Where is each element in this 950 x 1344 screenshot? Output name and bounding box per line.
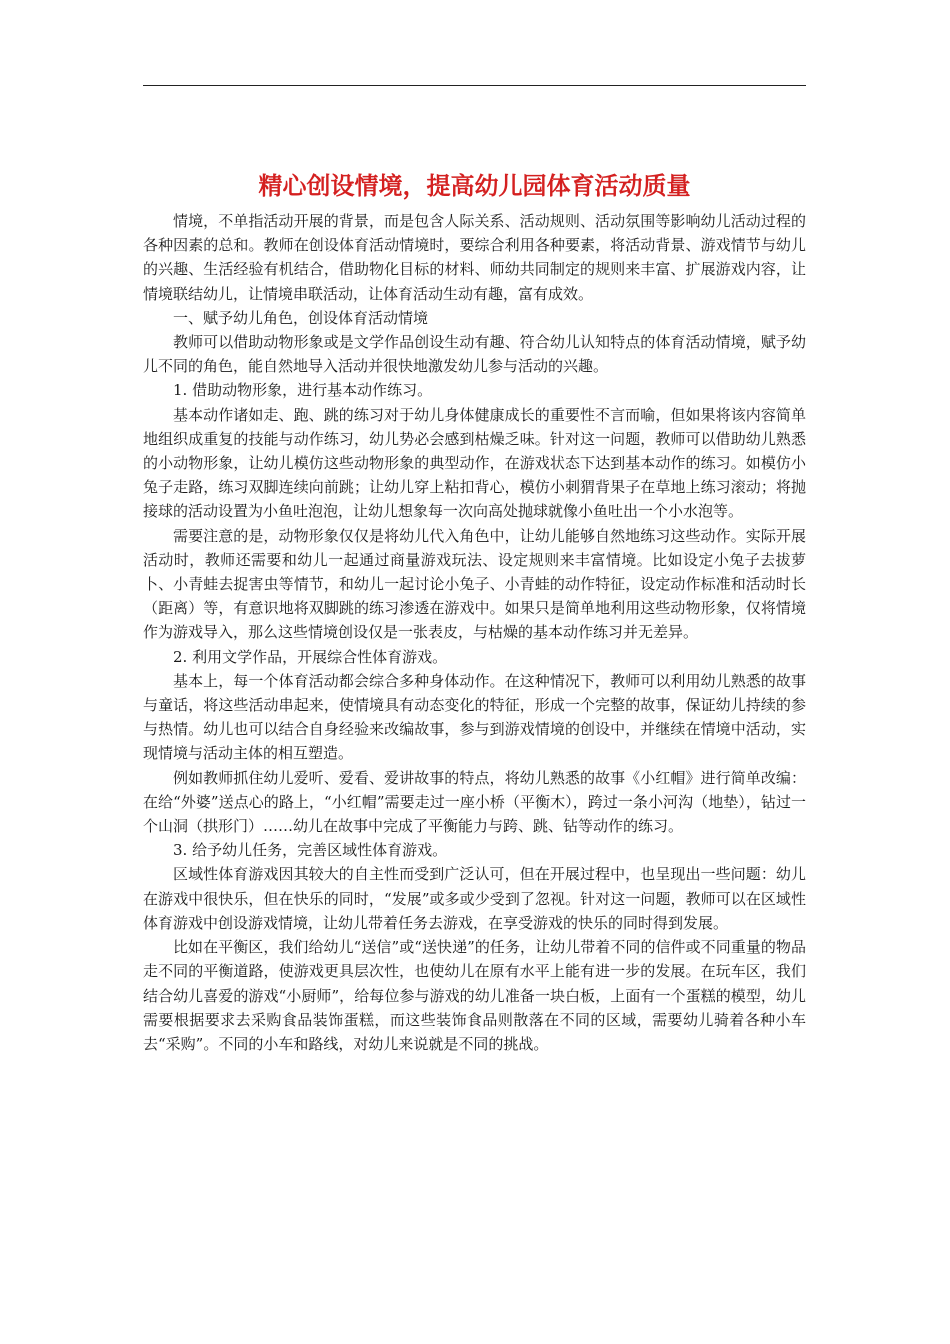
paragraph: 基本上，每一个体育活动都会综合多种身体动作。在这种情况下，教师可以利用幼儿熟悉的故事与童话，将这些活动串起来，使情境具有动态变化的特征，形成一个完整的故事，保证幼儿持续的参与热情。幼儿也可以结合自身经验来改编故事，参与到游戏情境的创设中，并继续在情境中活动，实现情境与活动主体的相互塑造。 xyxy=(143,671,806,763)
paragraph: 教师可以借助动物形象或是文学作品创设生动有趣、符合幼儿认知特点的体育活动情境，赋予幼儿不同的角色，能自然地导入活动并很快地激发幼儿参与活动的兴趣。 xyxy=(143,333,806,376)
paragraph-intro: 情境，不单指活动开展的背景，而是包含人际关系、活动规则、活动氛围等影响幼儿活动过程的各种因素的总和。教师在创设体育活动情境时，要综合利用各种要素，将活动背景、游戏情节与幼儿的兴趣、生活经验有机结合，借助物化目标的材料、师幼共同制定的规则来丰富、扩展游戏内容，让情境联结幼儿，让情境串联活动，让体育活动生动有趣，富有成效。 xyxy=(143,212,806,303)
paragraph: 需要注意的是，动物形象仅仅是将幼儿代入角色中，让幼儿能够自然地练习这些动作。实际开展活动时，教师还需要和幼儿一起通过商量游戏玩法、设定规则来丰富情境。比如设定小兔子去拔萝卜、小青蛙去捉害虫等情节，和幼儿一起讨论小兔子、小青蛙的动作特征，设定动作标准和活动时长（距离）等，有意识地将双脚跳的练习渗透在游戏中。如果只是简单地利用这些动物形象，仅将情境作为游戏导入，那么这些情境创设仅是一张表皮，与枯燥的基本动作练习并无差异。 xyxy=(143,526,806,642)
document-body xyxy=(143,209,806,1056)
section-heading-1: 一、赋予幼儿角色，创设体育活动情境 xyxy=(173,308,429,327)
subsection-heading-2: 2. 利用文学作品，开展综合性体育游戏。 xyxy=(173,647,448,666)
paragraph: 例如教师抓住幼儿爱听、爱看、爱讲故事的特点，将幼儿熟悉的故事《小红帽》进行简单改编：在给“外婆”送点心的路上，“小红帽”需要走过一座小桥（平衡木），跨过一条小河沟（地垫），钻过一个山洞（拱形门）……幼儿在故事中完成了平衡能力与跨、跳、钻等动作的练习。 xyxy=(143,768,806,836)
subsection-heading-1: 1. 借助动物形象，进行基本动作练习。 xyxy=(173,381,433,400)
document-title: 精心创设情境，提高幼儿园体育活动质量 xyxy=(258,172,691,200)
paragraph: 区域性体育游戏因其较大的自主性而受到广泛认可，但在开展过程中，也呈现出一些问题：幼儿在游戏中很快乐，但在快乐的同时，“发展”或多或少受到了忽视。针对这一问题，教师可以在区域性体育游戏中创设游戏情境，让幼儿带着任务去游戏，在享受游戏的快乐的同时得到发展。 xyxy=(143,865,806,932)
paragraph: 基本动作诸如走、跑、跳的练习对于幼儿身体健康成长的重要性不言而喻，但如果将该内容简单地组织成重复的技能与动作练习，幼儿势必会感到枯燥乏味。针对这一问题，教师可以借助幼儿熟悉的小动物形象，让幼儿模仿这些动物形象的典型动作，在游戏状态下达到基本动作的练习。如模仿小兔子走路，练习双脚连续向前跳；让幼儿穿上粘扣背心，模仿小刺猬背果子在草地上练习滚动；将抛接球的活动设置为小鱼吐泡泡，让幼儿想象每一次向高处抛球就像小鱼吐出一个小水泡等。 xyxy=(143,405,806,521)
paragraph: 比如在平衡区，我们给幼儿“送信”或“送快递”的任务，让幼儿带着不同的信件或不同重量的物品走不同的平衡道路，使游戏更具层次性，也使幼儿在原有水平上能有进一步的发展。在玩车区，我们结合幼儿喜爱的游戏“小厨师”，给每位参与游戏的幼儿准备一块白板，上面有一个蛋糕的模型，幼儿需要根据要求去采购食品装饰蛋糕，而这些装饰食品则散落在不同的区域，需要幼儿骑着各种小车去“采购”。不同的小车和路线，对幼儿来说就是不同的挑战。 xyxy=(143,938,806,1053)
header-rule xyxy=(143,85,806,86)
subsection-heading-3: 3. 给予幼儿任务，完善区域性体育游戏。 xyxy=(173,841,448,860)
